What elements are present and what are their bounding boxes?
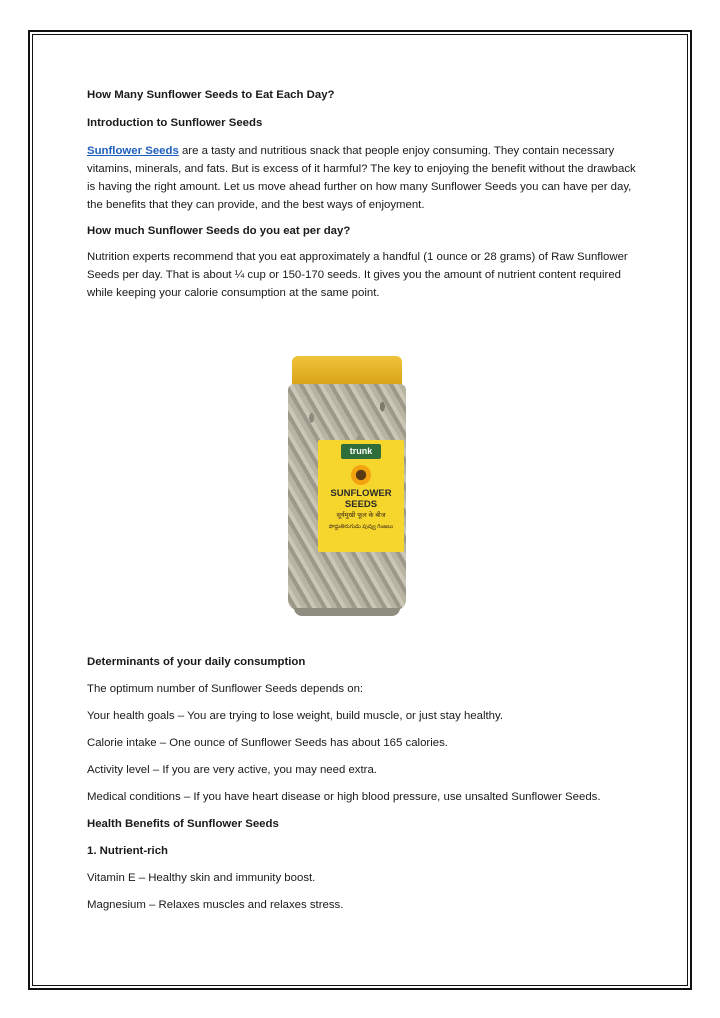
brand-logo: trunk bbox=[341, 444, 381, 459]
label-title: SUNFLOWER SEEDS bbox=[330, 488, 392, 510]
determinant-item: Activity level – If you are very active, you may need extra. bbox=[87, 764, 377, 776]
determinant-item: Calorie intake – One ounce of Sunflower Seeds has about 165 calories. bbox=[87, 737, 448, 749]
benefits-heading: Health Benefits of Sunflower Seeds bbox=[87, 818, 279, 830]
intro-paragraph bbox=[87, 142, 647, 214]
label-hindi-text: सूर्यमुखी फूल के बीज bbox=[336, 512, 386, 519]
intro-text: are a tasty and nutritious snack that people enjoy consuming. They contain necessary vitamins, minerals, and fats. But is excess of it harmful? The key to enjoying the benefit without the drawback is having the right amount. Let us move ahead further on how many Sunflower Seeds you can have per day, the benefits that they can provide, and the best ways of enjoyment. bbox=[87, 145, 636, 211]
intro-heading: Introduction to Sunflower Seeds bbox=[87, 117, 263, 129]
document-body bbox=[87, 86, 647, 310]
document-body-lower bbox=[87, 653, 647, 923]
nutrient-item: Vitamin E – Healthy skin and immunity boost. bbox=[87, 872, 316, 884]
amount-paragraph: Nutrition experts recommend that you eat approximately a handful (1 ounce or 28 grams) of Raw Sunflower Seeds per day. That is about ¼ cup or 150-170 seeds. It gives you the amount of nutrient content required while keeping your calorie consumption at the same point. bbox=[87, 251, 628, 299]
determinant-item: Medical conditions – If you have heart disease or high blood pressure, use unsalted Sunflower Seeds. bbox=[87, 791, 601, 803]
jar-base bbox=[294, 608, 400, 616]
sunflower-seeds-link[interactable]: Sunflower Seeds bbox=[87, 145, 179, 157]
amount-heading: How much Sunflower Seeds do you eat per day? bbox=[87, 225, 351, 237]
jar-label bbox=[318, 440, 404, 552]
document-title: How Many Sunflower Seeds to Eat Each Day? bbox=[87, 89, 335, 101]
determinants-heading: Determinants of your daily consumption bbox=[87, 656, 306, 668]
sunflower-icon bbox=[351, 465, 371, 485]
sunflower-seeds-jar-image bbox=[282, 356, 412, 618]
nutrient-heading: 1. Nutrient-rich bbox=[87, 845, 169, 857]
nutrient-item: Magnesium – Relaxes muscles and relaxes stress. bbox=[87, 899, 344, 911]
determinant-item: Your health goals – You are trying to lose weight, build muscle, or just stay healthy. bbox=[87, 710, 504, 722]
determinants-intro: The optimum number of Sunflower Seeds depends on: bbox=[87, 683, 364, 695]
label-telugu-text: పొద్దుతిరుగుడు పువ్వు గింజలు bbox=[328, 524, 394, 530]
